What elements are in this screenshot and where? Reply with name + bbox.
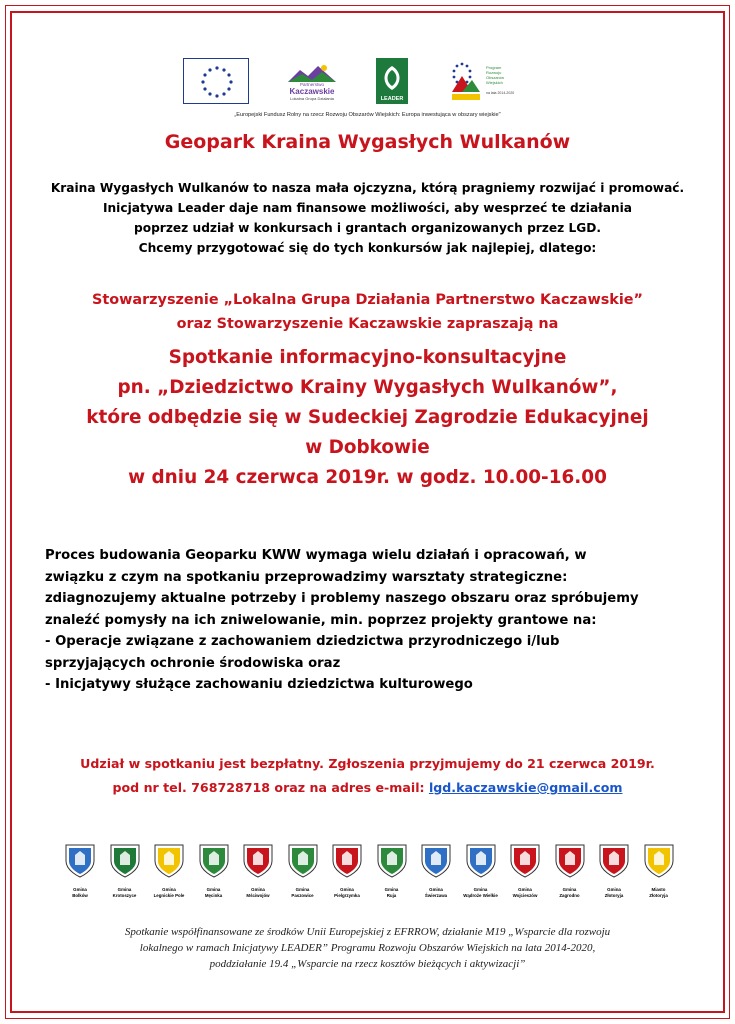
page-title: Geopark Kraina Wygasłych Wulkanów [164,131,571,153]
intro-paragraph [0,178,735,258]
eu-flag-icon [183,58,249,104]
coat-of-arms-icon [420,843,452,879]
municipality-crests [60,843,680,913]
crest-label: Gmina [251,887,265,892]
crest-label: Pielgrzymka [334,893,360,898]
coat-of-arms-icon [554,843,586,879]
leader-logo [376,58,408,104]
process-line: związku z czym na spotkaniu przeprowadzimy warsztaty strategiczne: [45,569,568,585]
event-name: Spotkanie informacyjno-konsultacyjne [168,347,567,368]
crest-label: Gmina [473,887,488,892]
municipality-crest [149,843,189,899]
prow-text-3: Obszarów [486,75,505,80]
prow-text-4: Wiejskich [486,80,503,85]
crest-label: Ruja [386,893,397,898]
event-date: w dniu 24 czerwca 2019r. w godz. 10.00-16.00 [128,467,607,488]
event-venue: które odbędzie się w Sudeckiej Zagrodzie Edukacyjnej [86,407,649,428]
municipality-crest [327,843,367,899]
crest-label: Męcinka [204,893,223,898]
crest-label: Gmina [384,887,399,892]
event-location: w Dobkowie [305,437,430,458]
process-line: sprzyjających ochronie środowiska oraz [45,655,341,671]
municipality-crest [594,843,634,899]
crest-label: Zagrodno [559,893,580,898]
crest-label: Gmina [206,887,221,892]
partnership-logo [280,58,344,104]
sponsor-logos [0,58,735,108]
process-line: zdiagnozujemy aktualne potrzeby i problemy naszego obszaru oraz spróbujemy [45,591,639,606]
event-title: pn. „Dziedzictwo Krainy Wygasłych Wulkanów”, [117,377,618,398]
prow-text-1: Program [486,65,502,70]
contact-phone-text: pod nr tel. 768728718 oraz na adres e-mail: [112,780,429,795]
municipality-crest [550,843,590,899]
event-announcement [0,343,735,493]
crest-label: Wojcieszów [512,893,538,898]
partnership-name-text: Kaczawskie [289,87,335,96]
coat-of-arms-icon [376,843,408,879]
coat-of-arms-icon [153,843,185,879]
crest-label: Miasto [651,887,666,892]
municipality-crest [416,843,456,899]
process-description [45,545,705,696]
crest-label: Złotoryja [649,893,668,898]
organizers [0,288,735,336]
municipality-crest [283,843,323,899]
prow-text-2: Rozwoju [486,70,502,75]
footer-line: Spotkanie współfinansowane ze środków Unii Europejskiej z EFRROW, działanie M19 „Wsparcie dla rozwoju [124,926,611,938]
crest-label: Gmina [295,887,310,892]
crest-label: Paszowice [291,893,314,898]
coat-of-arms-icon [465,843,497,879]
crest-label: Gmina [429,887,443,892]
crest-label: Gmina [562,887,577,892]
crest-label: Gmina [117,887,132,892]
process-line: znaleźć pomysły na ich zniwelowanie, min. poprzez projekty grantowe na: [45,612,597,628]
coat-of-arms-icon [64,843,96,879]
organizer-line: oraz Stowarzyszenie Kaczawskie zapraszają na [176,316,559,332]
crest-label: Gmina [607,887,621,892]
municipality-crest [238,843,278,899]
crest-label: Gmina [518,887,532,892]
coat-of-arms-icon [509,843,541,879]
crest-label: Mściwojów [246,893,270,898]
crest-label: Legnickie Pole [153,893,185,898]
crest-label: Gmina [73,887,87,892]
process-line: - Inicjatywy służące zachowaniu dziedzictwa kulturowego [45,677,473,692]
crest-label: Bolków [72,893,88,898]
prow-logo [448,58,518,104]
coat-of-arms-icon [198,843,230,879]
process-line: Proces budowania Geoparku KWW wymaga wielu działań i opracowań, w [45,548,587,563]
municipality-crest [461,843,501,899]
coat-of-arms-icon [109,843,141,879]
intro-line: Kraina Wygasłych Wulkanów to nasza mała ojczyzna, którą pragniemy rozwijać i promować. [50,181,685,195]
crest-label: Wądroże Wielkie [463,893,498,898]
organizer-line: Stowarzyszenie „Lokalna Grupa Działania Partnerstwo Kaczawskie” [91,292,644,308]
municipality-crest [639,843,679,899]
crest-label: Gmina [340,887,354,892]
footer-note [0,924,735,972]
leader-text: LEADER [380,96,404,102]
crest-label: Gmina [162,887,176,892]
footer-line: lokalnego w ramach Inicjatywy LEADER” Programu Rozwoju Obszarów Wiejskich na lata 2014-2020, [139,942,596,954]
coat-of-arms-icon [643,843,675,879]
crest-label: Świerzawa [424,893,448,898]
partnership-sub-text: Lokalna Grupa Działania [290,96,334,101]
prow-text-5: na lata 2014-2020 [486,91,515,95]
municipality-crest [194,843,234,899]
contact-line-2 [0,776,735,800]
contact-line-1: Udział w spotkaniu jest bezpłatny. Zgłoszenia przyjmujemy do 21 czerwca 2019r. [80,756,655,771]
crest-label: Krotoszyce [112,893,137,898]
contact-info [0,752,735,800]
footer-line: poddziałanie 19.4 „Wsparcie na rzecz kosztów bieżących i aktywizacji” [209,958,526,970]
intro-line: poprzez udział w konkursach i grantach organizowanych przez LGD. [133,221,602,235]
municipality-crest [60,843,100,899]
municipality-crest [105,843,145,899]
intro-line: Inicjatywa Leader daje nam finansowe możliwości, aby wesprzeć te działania [102,201,633,215]
process-line: - Operacje związane z zachowaniem dziedzictwa przyrodniczego i/lub [45,634,560,649]
municipality-crest [505,843,545,899]
coat-of-arms-icon [331,843,363,879]
email-link[interactable]: lgd.kaczawskie@gmail.com [428,780,623,795]
coat-of-arms-icon [598,843,630,879]
municipality-crest [372,843,412,899]
coat-of-arms-icon [242,843,274,879]
partnership-top-text: Partnerstwo [299,82,325,87]
coat-of-arms-icon [287,843,319,879]
intro-line: Chcemy przygotować się do tych konkursów jak najlepiej, dlatego: [138,241,597,255]
logo-caption: „Europejski Fundusz Rolny na rzecz Rozwoju Obszarów Wiejskich: Europa inwestująca w obszary wiejskie" [234,112,501,118]
crest-label: Złotoryja [604,893,624,898]
